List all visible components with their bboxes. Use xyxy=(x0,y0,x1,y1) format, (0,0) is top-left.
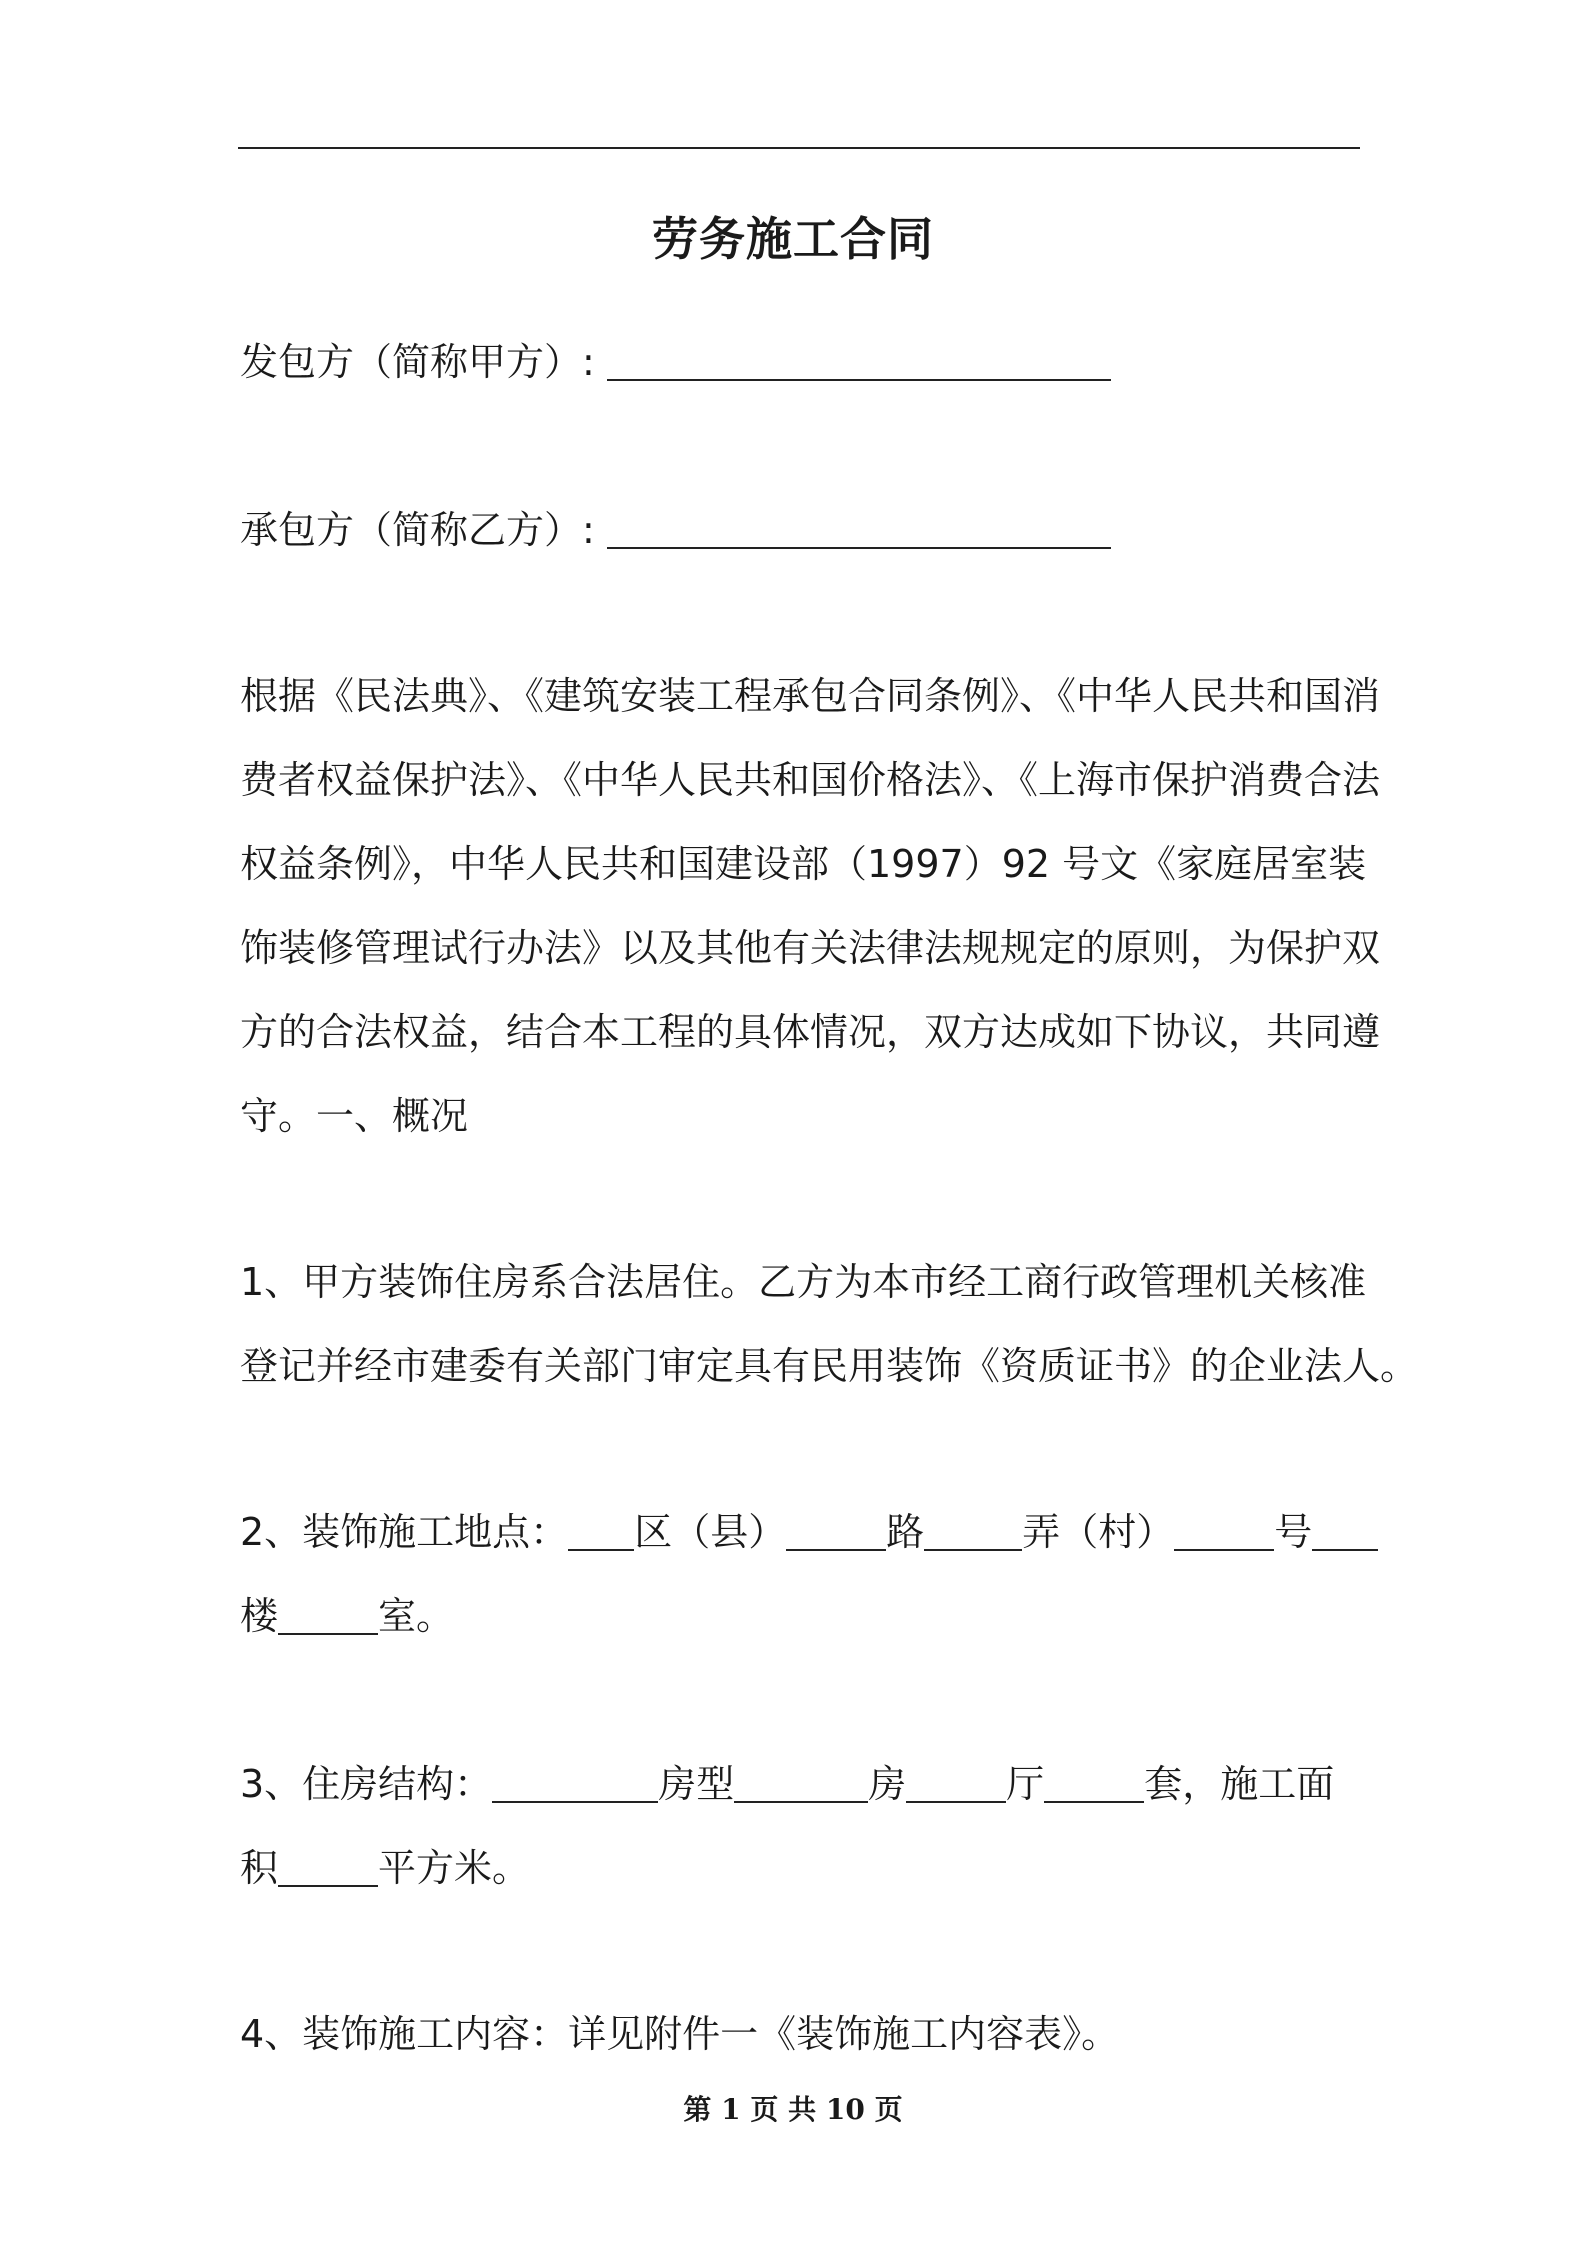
halls-label: 厅 xyxy=(1006,1762,1045,1806)
type-blank[interactable] xyxy=(734,1761,868,1803)
party-a-line xyxy=(240,334,1111,390)
district-blank[interactable] xyxy=(568,1509,634,1551)
area-unit: 平方米。 xyxy=(378,1846,531,1890)
room-label: 室。 xyxy=(378,1594,455,1638)
party-a-blank[interactable] xyxy=(607,339,1111,381)
clause-2-line-1 xyxy=(240,1504,1378,1560)
road-blank[interactable] xyxy=(786,1509,886,1551)
structure-blank[interactable] xyxy=(492,1761,658,1803)
halls-blank[interactable] xyxy=(1044,1761,1144,1803)
area-prefix: 积 xyxy=(240,1846,279,1890)
type-label: 房型 xyxy=(658,1762,735,1806)
preamble-line-6: 守。一、概况 xyxy=(240,1094,469,1138)
page-title: 劳务施工合同 xyxy=(652,212,934,266)
clause-3-prefix: 3、住房结构： xyxy=(240,1762,493,1806)
area-blank[interactable] xyxy=(278,1845,378,1887)
party-a-label: 发包方（简称甲方）: xyxy=(240,340,595,384)
header-rule xyxy=(238,147,1360,149)
page-footer: 第 1 页 共 10 页 xyxy=(683,2093,903,2126)
suite-label: 套，施工面 xyxy=(1144,1762,1335,1806)
lane-blank[interactable] xyxy=(924,1509,1022,1551)
road-label: 路 xyxy=(886,1510,925,1554)
room-blank[interactable] xyxy=(278,1593,378,1635)
preamble-line-1: 根据《民法典》、《建筑安装工程承包合同条例》、《中华人民共和国消 xyxy=(240,674,1381,718)
clause-2-line-2 xyxy=(240,1588,454,1644)
building-label: 楼 xyxy=(240,1594,279,1638)
party-b-blank[interactable] xyxy=(607,507,1111,549)
preamble-line-2: 费者权益保护法》、《中华人民共和国价格法》、《上海市保护消费合法 xyxy=(240,758,1381,802)
number-label: 号 xyxy=(1274,1510,1313,1554)
party-b-label: 承包方（简称乙方）: xyxy=(240,508,595,552)
district-label: 区（县） xyxy=(634,1510,787,1554)
clause-1-line-1: 1、甲方装饰住房系合法居住。乙方为本市经工商行政管理机关核准 xyxy=(240,1260,1367,1304)
preamble-line-3: 权益条例》，中华人民共和国建设部（1997）92 号文《家庭居室装 xyxy=(240,842,1367,886)
rooms-label: 房 xyxy=(868,1762,907,1806)
building-blank[interactable] xyxy=(1312,1509,1378,1551)
party-b-line xyxy=(240,502,1111,558)
number-blank[interactable] xyxy=(1174,1509,1274,1551)
clause-3-line-1 xyxy=(240,1756,1334,1812)
preamble-line-4: 饰装修管理试行办法》以及其他有关法律法规规定的原则，为保护双 xyxy=(240,926,1381,970)
clause-2-prefix: 2、装饰施工地点： xyxy=(240,1510,569,1554)
clause-4-line: 4、装饰施工内容：详见附件一《装饰施工内容表》。 xyxy=(240,2012,1120,2056)
clause-1-line-2: 登记并经市建委有关部门审定具有民用装饰《资质证书》的企业法人。 xyxy=(240,1344,1419,1388)
lane-label: 弄（村） xyxy=(1022,1510,1175,1554)
rooms-blank[interactable] xyxy=(906,1761,1006,1803)
preamble-line-5: 方的合法权益，结合本工程的具体情况，双方达成如下协议，共同遵 xyxy=(240,1010,1381,1054)
clause-3-line-2 xyxy=(240,1840,530,1896)
